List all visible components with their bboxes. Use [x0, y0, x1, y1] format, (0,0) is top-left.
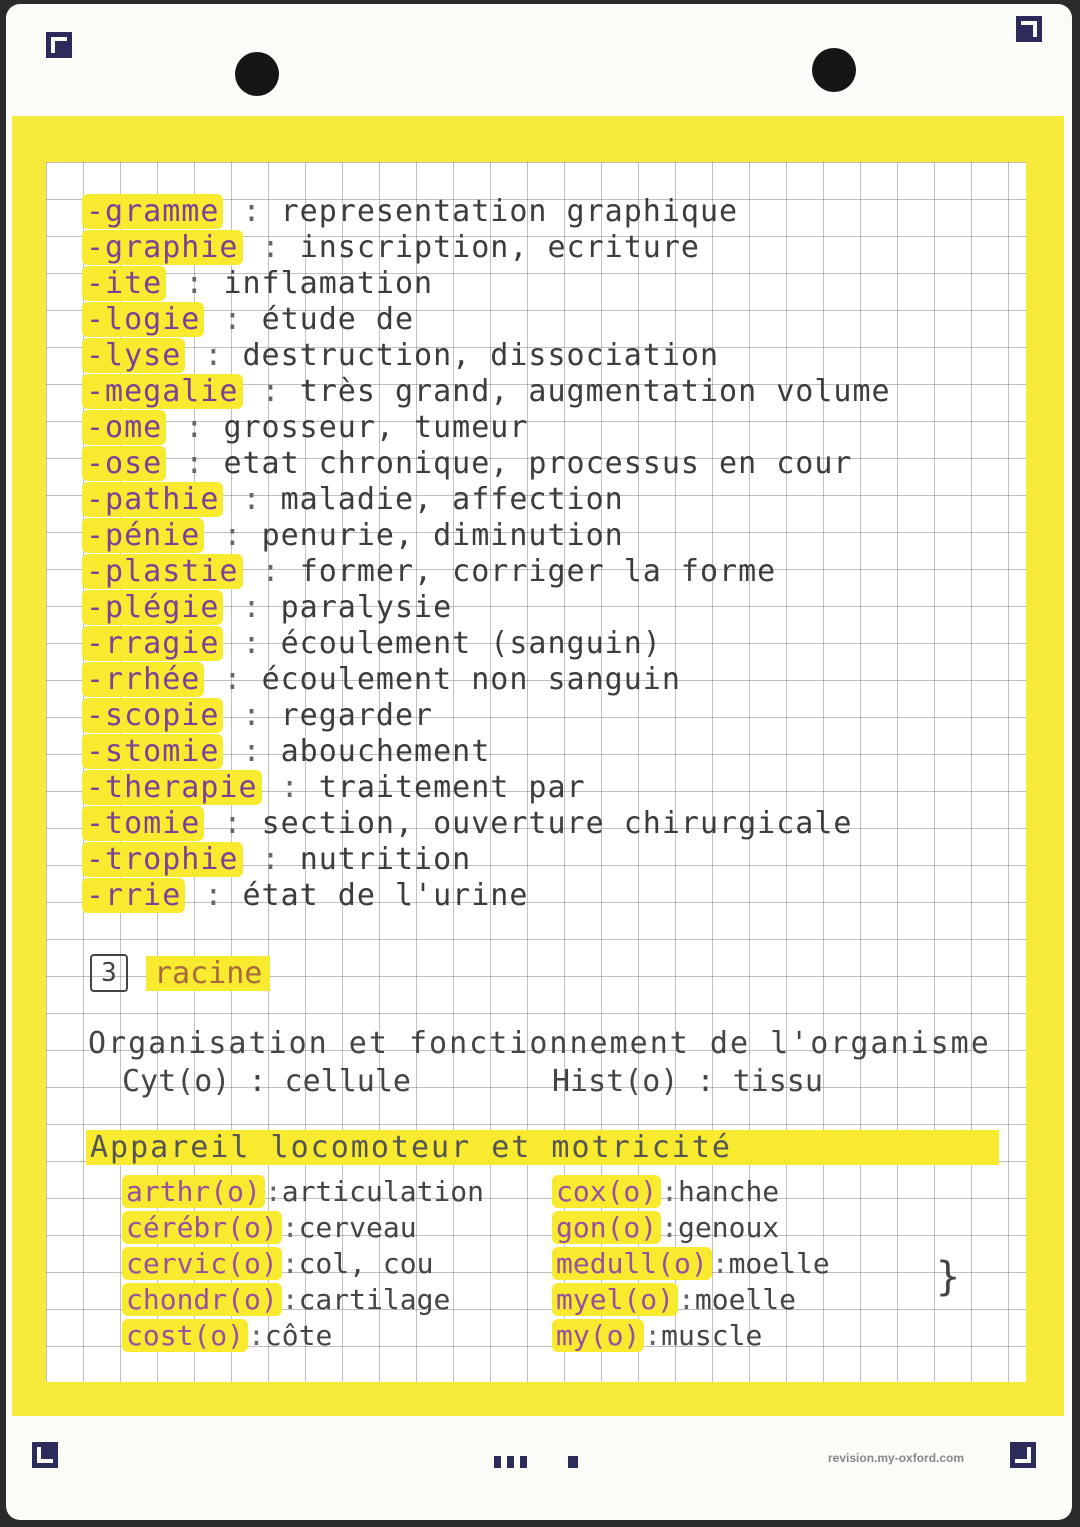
suffix-term: -gramme — [82, 194, 223, 229]
organisation-left: Cyt(o) : cellule — [122, 1064, 411, 1099]
suffix-definition: former, corriger la forme — [299, 554, 777, 589]
suffix-term: -pathie — [82, 482, 223, 517]
suffix-definition: inflamation — [223, 266, 434, 301]
suffix-term: -ite — [82, 266, 166, 301]
suffix-term: -rrhée — [82, 662, 204, 697]
root-term: cost(o) — [122, 1319, 248, 1352]
suffix-term: -graphie — [82, 230, 243, 265]
corner-marker-icon — [46, 32, 72, 58]
suffix-row: -rrhée : écoulement non sanguin — [82, 662, 891, 698]
suffix-term: -plégie — [82, 590, 223, 625]
suffix-term: -pénie — [82, 518, 204, 553]
section-number: 3 — [90, 954, 128, 992]
root-term: myel(o) — [552, 1283, 678, 1316]
root-term: my(o) — [552, 1319, 644, 1352]
suffix-definition: étude de — [261, 302, 415, 337]
suffix-definition: destruction, dissociation — [242, 338, 720, 373]
suffix-list — [82, 194, 891, 914]
footer-dot-icon — [568, 1456, 578, 1468]
suffix-term: -therapie — [82, 770, 262, 805]
suffix-definition: maladie, affection — [280, 482, 624, 517]
organisation-title: Organisation et fonctionnement de l'organisme — [88, 1026, 991, 1061]
suffix-term: -logie — [82, 302, 204, 337]
notebook-page — [6, 4, 1072, 1520]
root-definition: articulation — [281, 1175, 485, 1208]
suffix-definition: inscription, ecriture — [299, 230, 700, 265]
suffix-term: -rragie — [82, 626, 223, 661]
section-title: racine — [146, 956, 270, 991]
suffix-definition: état de l'urine — [242, 878, 529, 913]
suffix-definition: regarder — [280, 698, 434, 733]
suffix-term: -stomie — [82, 734, 223, 769]
root-term: medull(o) — [552, 1247, 712, 1280]
brace-mark: } — [936, 1254, 961, 1300]
suffix-definition: écoulement non sanguin — [261, 662, 681, 697]
punch-hole — [235, 52, 279, 96]
root-definition: hanche — [678, 1175, 780, 1208]
root-row: cost(o) :côte — [122, 1318, 484, 1354]
corner-marker-icon — [1016, 16, 1042, 42]
root-term: chondr(o) — [122, 1283, 282, 1316]
suffix-definition: nutrition — [299, 842, 472, 877]
root-definition: moelle — [694, 1283, 797, 1316]
suffix-row: -scopie : regarder — [82, 698, 891, 734]
suffix-row: -plastie : former, corriger la forme — [82, 554, 891, 590]
root-definition: col, cou — [298, 1247, 434, 1280]
suffix-term: -lyse — [82, 338, 185, 373]
root-term: cérébr(o) — [122, 1211, 282, 1244]
suffix-row: -ite : inflamation — [82, 266, 891, 302]
suffix-row: -pénie : penurie, diminution — [82, 518, 891, 554]
suffix-row: -tomie : section, ouverture chirurgicale — [82, 806, 891, 842]
suffix-row: -therapie : traitement par — [82, 770, 891, 806]
roots-left-column — [122, 1174, 484, 1354]
suffix-definition: penurie, diminution — [261, 518, 624, 553]
suffix-definition: paralysie — [280, 590, 453, 625]
suffix-term: -tomie — [82, 806, 204, 841]
suffix-definition: grosseur, tumeur — [223, 410, 529, 445]
root-definition: moelle — [728, 1247, 830, 1280]
suffix-definition: écoulement (sanguin) — [280, 626, 662, 661]
root-definition: cartilage — [298, 1283, 451, 1316]
suffix-row: -rrie : état de l'urine — [82, 878, 891, 914]
suffix-term: -ose — [82, 446, 166, 481]
suffix-term: -megalie — [82, 374, 243, 409]
suffix-definition: très grand, augmentation volume — [299, 374, 891, 409]
suffix-row: -ose : etat chronique, processus en cour — [82, 446, 891, 482]
root-row: myel(o) :moelle — [552, 1282, 830, 1318]
root-row: medull(o) :moelle — [552, 1246, 830, 1282]
root-row: cervic(o) :col, cou — [122, 1246, 484, 1282]
root-row: cox(o) :hanche — [552, 1174, 830, 1210]
suffix-row: -stomie : abouchement — [82, 734, 891, 770]
suffix-definition: abouchement — [280, 734, 491, 769]
root-row: arthr(o) :articulation — [122, 1174, 484, 1210]
suffix-row: -gramme : representation graphique — [82, 194, 891, 230]
roots-right-column — [552, 1174, 830, 1354]
root-term: arthr(o) — [122, 1175, 265, 1208]
suffix-row: -ome : grosseur, tumeur — [82, 410, 891, 446]
footer-bars-icon — [494, 1456, 527, 1468]
suffix-term: -scopie — [82, 698, 223, 733]
suffix-term: -ome — [82, 410, 166, 445]
root-term: cervic(o) — [122, 1247, 282, 1280]
root-term: cox(o) — [552, 1175, 661, 1208]
root-definition: muscle — [661, 1319, 763, 1352]
suffix-row: -rragie : écoulement (sanguin) — [82, 626, 891, 662]
root-definition: cerveau — [298, 1211, 417, 1244]
root-row: cérébr(o) :cerveau — [122, 1210, 484, 1246]
suffix-definition: representation graphique — [280, 194, 739, 229]
root-row: chondr(o) :cartilage — [122, 1282, 484, 1318]
suffix-row: -megalie : très grand, augmentation volume — [82, 374, 891, 410]
footer-url: revision.my-oxford.com — [828, 1451, 965, 1465]
suffix-row: -pathie : maladie, affection — [82, 482, 891, 518]
root-row: my(o) :muscle — [552, 1318, 830, 1354]
appareil-title: Appareil locomoteur et motricité — [86, 1130, 999, 1165]
root-row: gon(o) :genoux — [552, 1210, 830, 1246]
suffix-row: -graphie : inscription, ecriture — [82, 230, 891, 266]
corner-marker-icon — [32, 1442, 58, 1468]
organisation-right: Hist(o) : tissu — [552, 1064, 823, 1099]
root-term: gon(o) — [552, 1211, 661, 1244]
suffix-row: -plégie : paralysie — [82, 590, 891, 626]
suffix-definition: etat chronique, processus en cour — [223, 446, 853, 481]
suffix-term: -rrie — [82, 878, 185, 913]
suffix-row: -trophie : nutrition — [82, 842, 891, 878]
root-definition: genoux — [678, 1211, 780, 1244]
suffix-definition: section, ouverture chirurgicale — [261, 806, 853, 841]
suffix-row: -logie : étude de — [82, 302, 891, 338]
suffix-term: -plastie — [82, 554, 243, 589]
punch-hole — [812, 48, 856, 92]
root-definition: côte — [264, 1319, 333, 1352]
suffix-term: -trophie — [82, 842, 243, 877]
suffix-row: -lyse : destruction, dissociation — [82, 338, 891, 374]
section-heading — [90, 954, 270, 992]
suffix-definition: traitement par — [318, 770, 586, 805]
corner-marker-icon — [1010, 1442, 1036, 1468]
